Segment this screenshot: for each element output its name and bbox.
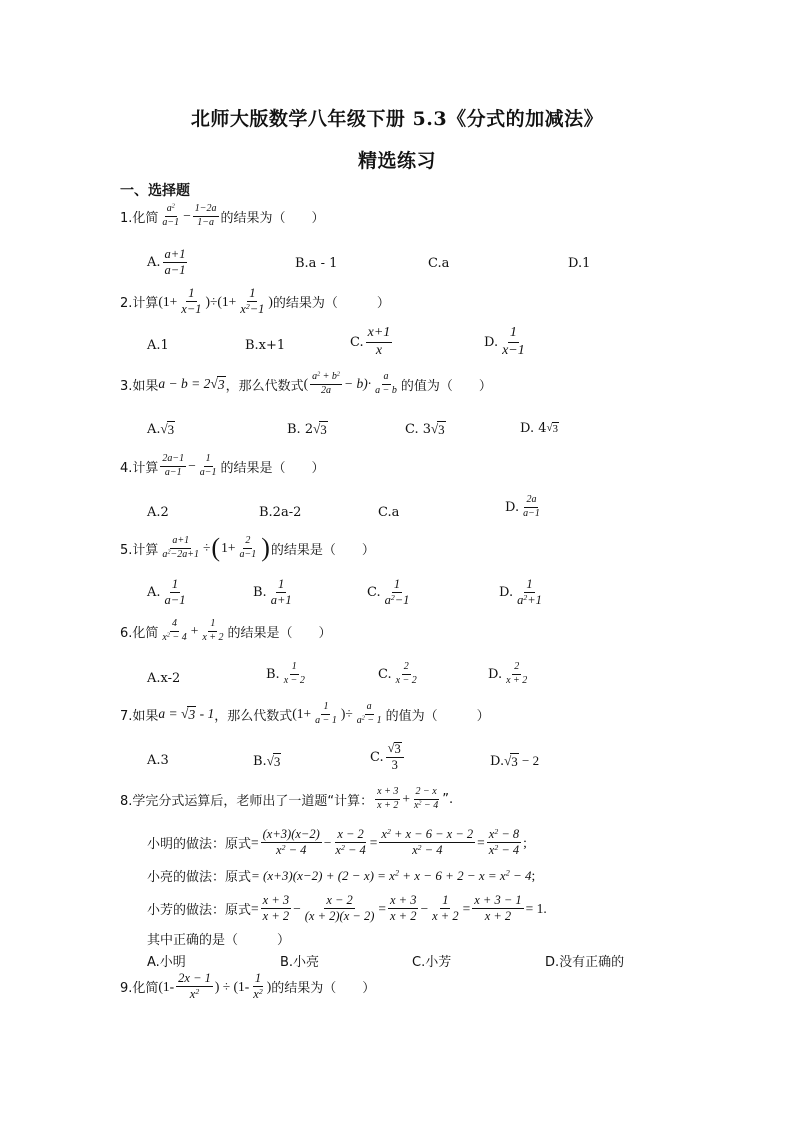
q1-option-d[interactable]: D.1 bbox=[568, 256, 591, 271]
q7-option-d[interactable]: D. √ 3 − 2 bbox=[490, 753, 540, 769]
question-9: 9.化简 (1- $\frac{2x - 1}{x^2}$ ) ÷ (1- $\frac{1}{x^2}$ ) 的结果为（ ） bbox=[120, 971, 376, 1002]
q4-option-b[interactable]: B.2a-2 bbox=[259, 505, 302, 520]
question-3: 3.如果 a − b = 2 √ 3 ，那么代数式 ( $\frac{a^2 + b^2}{2a}$ − b)· $\frac{a}{a - b}$ 的值为（ ） bbox=[120, 370, 492, 396]
question-6: 6.化简 $\frac{4}{x^2 - 4}$ + $\frac{1}{x + 2}$ 的结果是（ ） bbox=[120, 618, 332, 643]
q6-option-c[interactable]: C. $\frac{2}{x - 2}$ bbox=[378, 661, 417, 686]
q8-option-a[interactable]: A.小明 bbox=[147, 955, 186, 970]
question-8: 8.学完分式运算后，老师出了一道题“计算： $\frac{x + 3}{x + 2}$ + $\frac{2 - x}{x^2 - 4}$ ”. bbox=[120, 786, 454, 811]
q5-option-b[interactable]: B. $\frac{1}{a+1}$ bbox=[253, 577, 292, 608]
q1-option-b[interactable]: B.a - 1 bbox=[295, 256, 338, 271]
q8-ming-solution: 小明的做法：原式 = $\frac{(x+3)(x-2)}{x^2 - 4}$ − $\frac{x - 2}{x^2 - 4}$ = $\frac{x^2 + x - 6 - x - 2}{x^2 - 4}$ = $\frac{x^2 - 8}{x^2 - 4}$ ; bbox=[147, 826, 527, 858]
q2-option-b[interactable]: B.x+1 bbox=[245, 338, 286, 353]
q6-option-b[interactable]: B. $\frac{1}{x - 2}$ bbox=[266, 661, 305, 686]
question-1: 1.化简 $\frac{a^2}{a-1}$ − $\frac{1-2a}{1-a}$ 的结果为（ ） bbox=[120, 202, 325, 228]
page-title: 北师大版数学八年级下册 5.3《分式的加减法》 bbox=[190, 108, 604, 130]
q7-option-b[interactable]: B. √ 3 bbox=[253, 753, 281, 769]
question-2: 2.计算 (1+ $\frac{1}{x-1}$ )÷(1+ $\frac{1}{x^2-1}$ ) 的结果为（ ） bbox=[120, 286, 390, 317]
q3-option-a[interactable]: A. √ 3 bbox=[147, 421, 175, 437]
q1-option-c[interactable]: C.a bbox=[428, 256, 450, 271]
q8-option-c[interactable]: C.小芳 bbox=[412, 955, 452, 970]
q7-option-c[interactable]: C. √ 3 3 bbox=[370, 742, 406, 772]
q8-liang-solution: 小亮的做法：原式 = $(x+3)(x-2) + (2 - x) = x^2 + x - 6 + 2 - x = x^2 - 4$ ; bbox=[147, 867, 536, 885]
q8-option-d[interactable]: D.没有正确的 bbox=[545, 955, 625, 970]
question-5: 5.计算 $\frac{a+1}{a^2-2a+1}$ ÷ ( 1+ $\frac{2}{a-1}$ ) 的结果是（ ） bbox=[120, 533, 375, 562]
q5-option-d[interactable]: D. $\frac{1}{a^2+1}$ bbox=[499, 577, 542, 608]
q3-option-c[interactable]: C. 3 √ 3 bbox=[405, 421, 445, 437]
q1-option-a[interactable]: A. $\frac{a+1}{a-1}$ bbox=[147, 247, 186, 278]
section-heading: 一、选择题 bbox=[120, 183, 190, 199]
q3-option-d[interactable]: D. 4 √ 3 bbox=[520, 421, 559, 436]
q5-option-c[interactable]: C. $\frac{1}{a^2-1}$ bbox=[367, 577, 410, 608]
question-7: 7.如果 a = √ 3 - 1 ，那么代数式 (1+ $\frac{1}{a - 1}$ )÷ $\frac{a}{a^2 - 1}$ 的值为（ ） bbox=[120, 701, 490, 726]
q2-option-c[interactable]: C. $\frac{x+1}{x}$ bbox=[350, 325, 391, 358]
q8-ask: 其中正确的是（ ） bbox=[147, 933, 291, 948]
q6-option-a[interactable]: A.x-2 bbox=[147, 671, 181, 686]
q4-option-a[interactable]: A.2 bbox=[147, 505, 169, 520]
q5-option-a[interactable]: A. $\frac{1}{a-1}$ bbox=[147, 577, 186, 608]
q4-option-d[interactable]: D. $\frac{2a}{a-1}$ bbox=[505, 494, 540, 519]
q7-option-a[interactable]: A.3 bbox=[147, 753, 169, 768]
page-subtitle: 精选练习 bbox=[357, 150, 436, 172]
q8-option-b[interactable]: B.小亮 bbox=[280, 955, 320, 970]
q6-option-d[interactable]: D. $\frac{2}{x + 2}$ bbox=[488, 661, 528, 686]
q2-option-d[interactable]: D. $\frac{1}{x-1}$ bbox=[484, 325, 525, 358]
q8-fang-solution: 小芳的做法：原式 = $\frac{x + 3}{x + 2}$ − $\frac{x - 2}{(x + 2)(x - 2)}$ = $\frac{x + 3}{x + 2}$ − $\frac{1}{x + 2}$ = $\frac{x + 3 - 1}{x + 2}$ = 1. bbox=[147, 893, 547, 924]
q3-option-b[interactable]: B. 2 √ 3 bbox=[287, 421, 327, 437]
question-4: 4.计算 $\frac{2a-1}{a-1}$ − $\frac{1}{a-1}$ 的结果是（ ） bbox=[120, 453, 325, 478]
q2-option-a[interactable]: A.1 bbox=[147, 338, 169, 353]
q4-option-c[interactable]: C.a bbox=[378, 505, 400, 520]
